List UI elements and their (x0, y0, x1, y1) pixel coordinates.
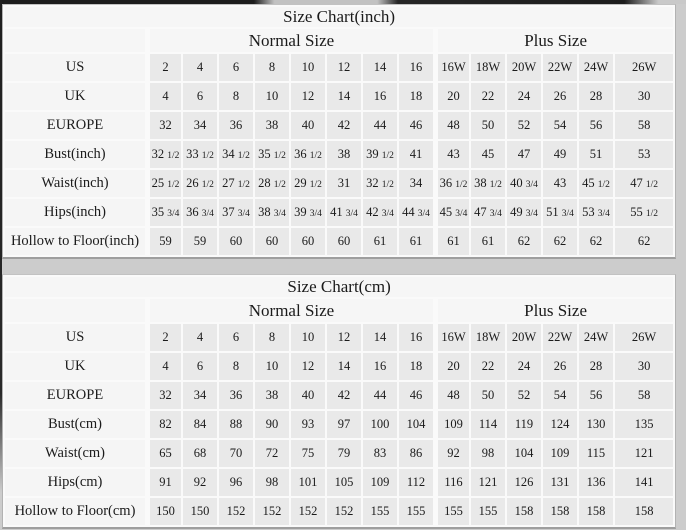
size-value-cell: 155 (363, 498, 397, 525)
size-value-cell: 16 (399, 324, 433, 351)
size-value-cell: 50 (471, 112, 505, 139)
size-value-cell: 34 (183, 112, 217, 139)
size-value-cell: 48 (435, 382, 469, 409)
size-value-cell: 54 (543, 112, 577, 139)
size-value-cell: 158 (543, 498, 577, 525)
size-value-cell: 20 (435, 83, 469, 110)
size-value-cell: 12 (291, 353, 325, 380)
size-value-cell: 10 (255, 83, 289, 110)
table-row (5, 324, 673, 351)
size-value-cell: 24 (507, 83, 541, 110)
size-value-cell: 61 (399, 228, 433, 255)
size-value-cell: 8 (219, 83, 253, 110)
size-value-cell: 105 (327, 469, 361, 496)
size-value-cell: 83 (363, 440, 397, 467)
size-value-cell: 40 (291, 112, 325, 139)
size-value-cell: 152 (327, 498, 361, 525)
size-value-cell: 2 (147, 324, 181, 351)
size-value-cell: 36 1/2 (435, 170, 469, 197)
size-value-cell: 49 (543, 141, 577, 168)
table-row (5, 469, 673, 496)
column-group-row (5, 29, 673, 52)
size-value-cell: 61 (471, 228, 505, 255)
size-value-cell: 24W (579, 54, 613, 81)
size-value-cell: 109 (543, 440, 577, 467)
size-value-cell: 56 (579, 112, 613, 139)
size-value-cell: 98 (255, 469, 289, 496)
size-value-cell: 46 (399, 112, 433, 139)
row-label: US (5, 324, 145, 351)
size-value-cell: 18 (399, 353, 433, 380)
size-value-cell: 8 (255, 54, 289, 81)
size-value-cell: 84 (183, 411, 217, 438)
size-value-cell: 14 (363, 54, 397, 81)
size-value-cell: 38 (255, 112, 289, 139)
size-value-cell: 158 (615, 498, 673, 525)
size-value-cell: 42 (327, 382, 361, 409)
size-value-cell: 109 (435, 411, 469, 438)
row-label: Bust(inch) (5, 141, 145, 168)
size-value-cell: 32 (147, 382, 181, 409)
size-value-cell: 35 1/2 (255, 141, 289, 168)
size-value-cell: 101 (291, 469, 325, 496)
size-value-cell: 88 (219, 411, 253, 438)
normal-size-header: Normal Size (147, 29, 433, 52)
size-value-cell: 16 (399, 54, 433, 81)
size-value-cell: 32 (147, 112, 181, 139)
size-value-cell: 14 (363, 324, 397, 351)
row-label: Waist(inch) (5, 170, 145, 197)
size-value-cell: 28 (579, 353, 613, 380)
size-value-cell: 65 (147, 440, 181, 467)
table-row (5, 112, 673, 139)
size-value-cell: 22W (543, 324, 577, 351)
size-value-cell: 82 (147, 411, 181, 438)
size-value-cell: 43 (543, 170, 577, 197)
size-value-cell: 60 (219, 228, 253, 255)
normal-size-header: Normal Size (147, 299, 433, 322)
size-value-cell: 35 3/4 (147, 199, 181, 226)
size-value-cell: 28 1/2 (255, 170, 289, 197)
size-value-cell: 6 (183, 353, 217, 380)
size-value-cell: 90 (255, 411, 289, 438)
size-value-cell: 22W (543, 54, 577, 81)
size-value-cell: 104 (507, 440, 541, 467)
row-label: Waist(cm) (5, 440, 145, 467)
size-value-cell: 158 (507, 498, 541, 525)
size-value-cell: 4 (183, 324, 217, 351)
size-value-cell: 60 (327, 228, 361, 255)
size-value-cell: 24 (507, 353, 541, 380)
size-value-cell: 46 (399, 382, 433, 409)
row-label: UK (5, 353, 145, 380)
size-value-cell: 62 (507, 228, 541, 255)
size-value-cell: 36 (219, 112, 253, 139)
size-value-cell: 26W (615, 54, 673, 81)
size-value-cell: 6 (183, 83, 217, 110)
size-value-cell: 96 (219, 469, 253, 496)
size-chart-cm (2, 274, 676, 529)
size-value-cell: 62 (543, 228, 577, 255)
size-value-cell: 47 3/4 (471, 199, 505, 226)
size-value-cell: 58 (615, 112, 673, 139)
size-value-cell: 79 (327, 440, 361, 467)
size-value-cell: 38 (255, 382, 289, 409)
size-value-cell: 70 (219, 440, 253, 467)
size-value-cell: 14 (327, 353, 361, 380)
size-value-cell: 27 1/2 (219, 170, 253, 197)
size-value-cell: 58 (615, 382, 673, 409)
size-value-cell: 97 (327, 411, 361, 438)
size-value-cell: 59 (147, 228, 181, 255)
size-value-cell: 10 (291, 324, 325, 351)
table-row (5, 411, 673, 438)
size-value-cell: 45 3/4 (435, 199, 469, 226)
size-value-cell: 4 (147, 83, 181, 110)
size-value-cell: 119 (507, 411, 541, 438)
size-value-cell: 42 (327, 112, 361, 139)
size-value-cell: 14 (327, 83, 361, 110)
size-value-cell: 114 (471, 411, 505, 438)
size-value-cell: 44 3/4 (399, 199, 433, 226)
size-value-cell: 93 (291, 411, 325, 438)
size-value-cell: 130 (579, 411, 613, 438)
size-value-cell: 34 (183, 382, 217, 409)
size-value-cell: 48 (435, 112, 469, 139)
size-value-cell: 135 (615, 411, 673, 438)
table-row (5, 141, 673, 168)
size-value-cell: 61 (435, 228, 469, 255)
size-value-cell: 16W (435, 54, 469, 81)
size-value-cell: 116 (435, 469, 469, 496)
size-value-cell: 39 1/2 (363, 141, 397, 168)
size-value-cell: 136 (579, 469, 613, 496)
size-value-cell: 10 (255, 353, 289, 380)
size-value-cell: 38 (327, 141, 361, 168)
size-value-cell: 92 (183, 469, 217, 496)
size-value-cell: 33 1/2 (183, 141, 217, 168)
size-value-cell: 52 (507, 382, 541, 409)
table-title-row (5, 277, 673, 297)
size-value-cell: 131 (543, 469, 577, 496)
row-label: EUROPE (5, 382, 145, 409)
size-value-cell: 38 1/2 (471, 170, 505, 197)
size-value-cell: 62 (579, 228, 613, 255)
size-value-cell: 155 (471, 498, 505, 525)
size-value-cell: 47 (507, 141, 541, 168)
size-value-cell: 20W (507, 324, 541, 351)
size-value-cell: 98 (471, 440, 505, 467)
size-value-cell: 16 (363, 353, 397, 380)
size-value-cell: 126 (507, 469, 541, 496)
size-value-cell: 121 (471, 469, 505, 496)
size-value-cell: 20W (507, 54, 541, 81)
size-value-cell: 29 1/2 (291, 170, 325, 197)
size-value-cell: 44 (363, 112, 397, 139)
size-value-cell: 41 (399, 141, 433, 168)
size-value-cell: 50 (471, 382, 505, 409)
row-label: Bust(cm) (5, 411, 145, 438)
size-value-cell: 75 (291, 440, 325, 467)
size-value-cell: 28 (579, 83, 613, 110)
table-row (5, 228, 673, 255)
size-value-cell: 22 (471, 353, 505, 380)
size-value-cell: 6 (219, 324, 253, 351)
table-row (5, 170, 673, 197)
size-value-cell: 4 (147, 353, 181, 380)
size-value-cell: 16 (363, 83, 397, 110)
size-value-cell: 32 1/2 (363, 170, 397, 197)
table-row (5, 54, 673, 81)
size-value-cell: 36 (219, 382, 253, 409)
size-value-cell: 12 (291, 83, 325, 110)
size-value-cell: 104 (399, 411, 433, 438)
size-value-cell: 49 3/4 (507, 199, 541, 226)
size-value-cell: 152 (219, 498, 253, 525)
table-row (5, 382, 673, 409)
size-value-cell: 121 (615, 440, 673, 467)
plus-size-header: Plus Size (435, 29, 673, 52)
size-value-cell: 38 3/4 (255, 199, 289, 226)
size-value-cell: 112 (399, 469, 433, 496)
column-group-row (5, 299, 673, 322)
size-value-cell: 152 (291, 498, 325, 525)
size-value-cell: 31 (327, 170, 361, 197)
size-value-cell: 34 (399, 170, 433, 197)
size-value-cell: 6 (219, 54, 253, 81)
size-value-cell: 34 1/2 (219, 141, 253, 168)
table-row (5, 353, 673, 380)
size-value-cell: 60 (255, 228, 289, 255)
size-value-cell: 32 1/2 (147, 141, 181, 168)
row-label: EUROPE (5, 112, 145, 139)
table-row (5, 199, 673, 226)
size-value-cell: 25 1/2 (147, 170, 181, 197)
photo-edge-top (0, 0, 686, 4)
size-chart-inch-table (3, 5, 675, 257)
size-value-cell: 39 3/4 (291, 199, 325, 226)
size-value-cell: 124 (543, 411, 577, 438)
label-column-header (5, 299, 145, 322)
size-value-cell: 40 3/4 (507, 170, 541, 197)
table-title: Size Chart(cm) (5, 277, 673, 297)
size-value-cell: 55 1/2 (615, 199, 673, 226)
size-value-cell: 37 3/4 (219, 199, 253, 226)
size-value-cell: 42 3/4 (363, 199, 397, 226)
size-value-cell: 51 (579, 141, 613, 168)
size-chart-inch (2, 4, 676, 259)
size-value-cell: 24W (579, 324, 613, 351)
table-row (5, 440, 673, 467)
size-value-cell: 41 3/4 (327, 199, 361, 226)
size-value-cell: 47 1/2 (615, 170, 673, 197)
size-value-cell: 53 (615, 141, 673, 168)
size-value-cell: 4 (183, 54, 217, 81)
row-label: Hollow to Floor(inch) (5, 228, 145, 255)
row-label: Hips(cm) (5, 469, 145, 496)
table-title: Size Chart(inch) (5, 7, 673, 27)
size-value-cell: 91 (147, 469, 181, 496)
size-value-cell: 150 (183, 498, 217, 525)
size-value-cell: 26W (615, 324, 673, 351)
size-value-cell: 43 (435, 141, 469, 168)
size-value-cell: 40 (291, 382, 325, 409)
size-value-cell: 18W (471, 324, 505, 351)
size-value-cell: 60 (291, 228, 325, 255)
size-value-cell: 54 (543, 382, 577, 409)
size-value-cell: 150 (147, 498, 181, 525)
size-value-cell: 16W (435, 324, 469, 351)
size-value-cell: 155 (399, 498, 433, 525)
size-value-cell: 26 1/2 (183, 170, 217, 197)
size-value-cell: 92 (435, 440, 469, 467)
plus-size-header: Plus Size (435, 299, 673, 322)
size-value-cell: 68 (183, 440, 217, 467)
row-label: Hollow to Floor(cm) (5, 498, 145, 525)
size-value-cell: 12 (327, 324, 361, 351)
table-row (5, 83, 673, 110)
size-value-cell: 22 (471, 83, 505, 110)
size-value-cell: 62 (615, 228, 673, 255)
size-value-cell: 2 (147, 54, 181, 81)
size-value-cell: 8 (255, 324, 289, 351)
size-value-cell: 52 (507, 112, 541, 139)
size-value-cell: 115 (579, 440, 613, 467)
size-value-cell: 12 (327, 54, 361, 81)
size-value-cell: 86 (399, 440, 433, 467)
table-row (5, 498, 673, 525)
row-label: Hips(inch) (5, 199, 145, 226)
size-value-cell: 18W (471, 54, 505, 81)
size-value-cell: 56 (579, 382, 613, 409)
size-value-cell: 72 (255, 440, 289, 467)
size-value-cell: 141 (615, 469, 673, 496)
size-value-cell: 26 (543, 83, 577, 110)
size-value-cell: 8 (219, 353, 253, 380)
size-chart-cm-table (3, 275, 675, 527)
label-column-header (5, 29, 145, 52)
size-value-cell: 152 (255, 498, 289, 525)
size-value-cell: 51 3/4 (543, 199, 577, 226)
size-value-cell: 155 (435, 498, 469, 525)
size-value-cell: 100 (363, 411, 397, 438)
size-value-cell: 18 (399, 83, 433, 110)
size-value-cell: 158 (579, 498, 613, 525)
size-value-cell: 59 (183, 228, 217, 255)
row-label: US (5, 54, 145, 81)
size-value-cell: 45 (471, 141, 505, 168)
size-value-cell: 30 (615, 83, 673, 110)
size-value-cell: 20 (435, 353, 469, 380)
size-value-cell: 26 (543, 353, 577, 380)
size-value-cell: 61 (363, 228, 397, 255)
size-value-cell: 10 (291, 54, 325, 81)
table-title-row (5, 7, 673, 27)
size-value-cell: 109 (363, 469, 397, 496)
photo-edge-left (0, 0, 2, 492)
size-value-cell: 53 3/4 (579, 199, 613, 226)
size-value-cell: 45 1/2 (579, 170, 613, 197)
row-label: UK (5, 83, 145, 110)
size-value-cell: 36 3/4 (183, 199, 217, 226)
size-value-cell: 44 (363, 382, 397, 409)
size-value-cell: 30 (615, 353, 673, 380)
size-value-cell: 36 1/2 (291, 141, 325, 168)
